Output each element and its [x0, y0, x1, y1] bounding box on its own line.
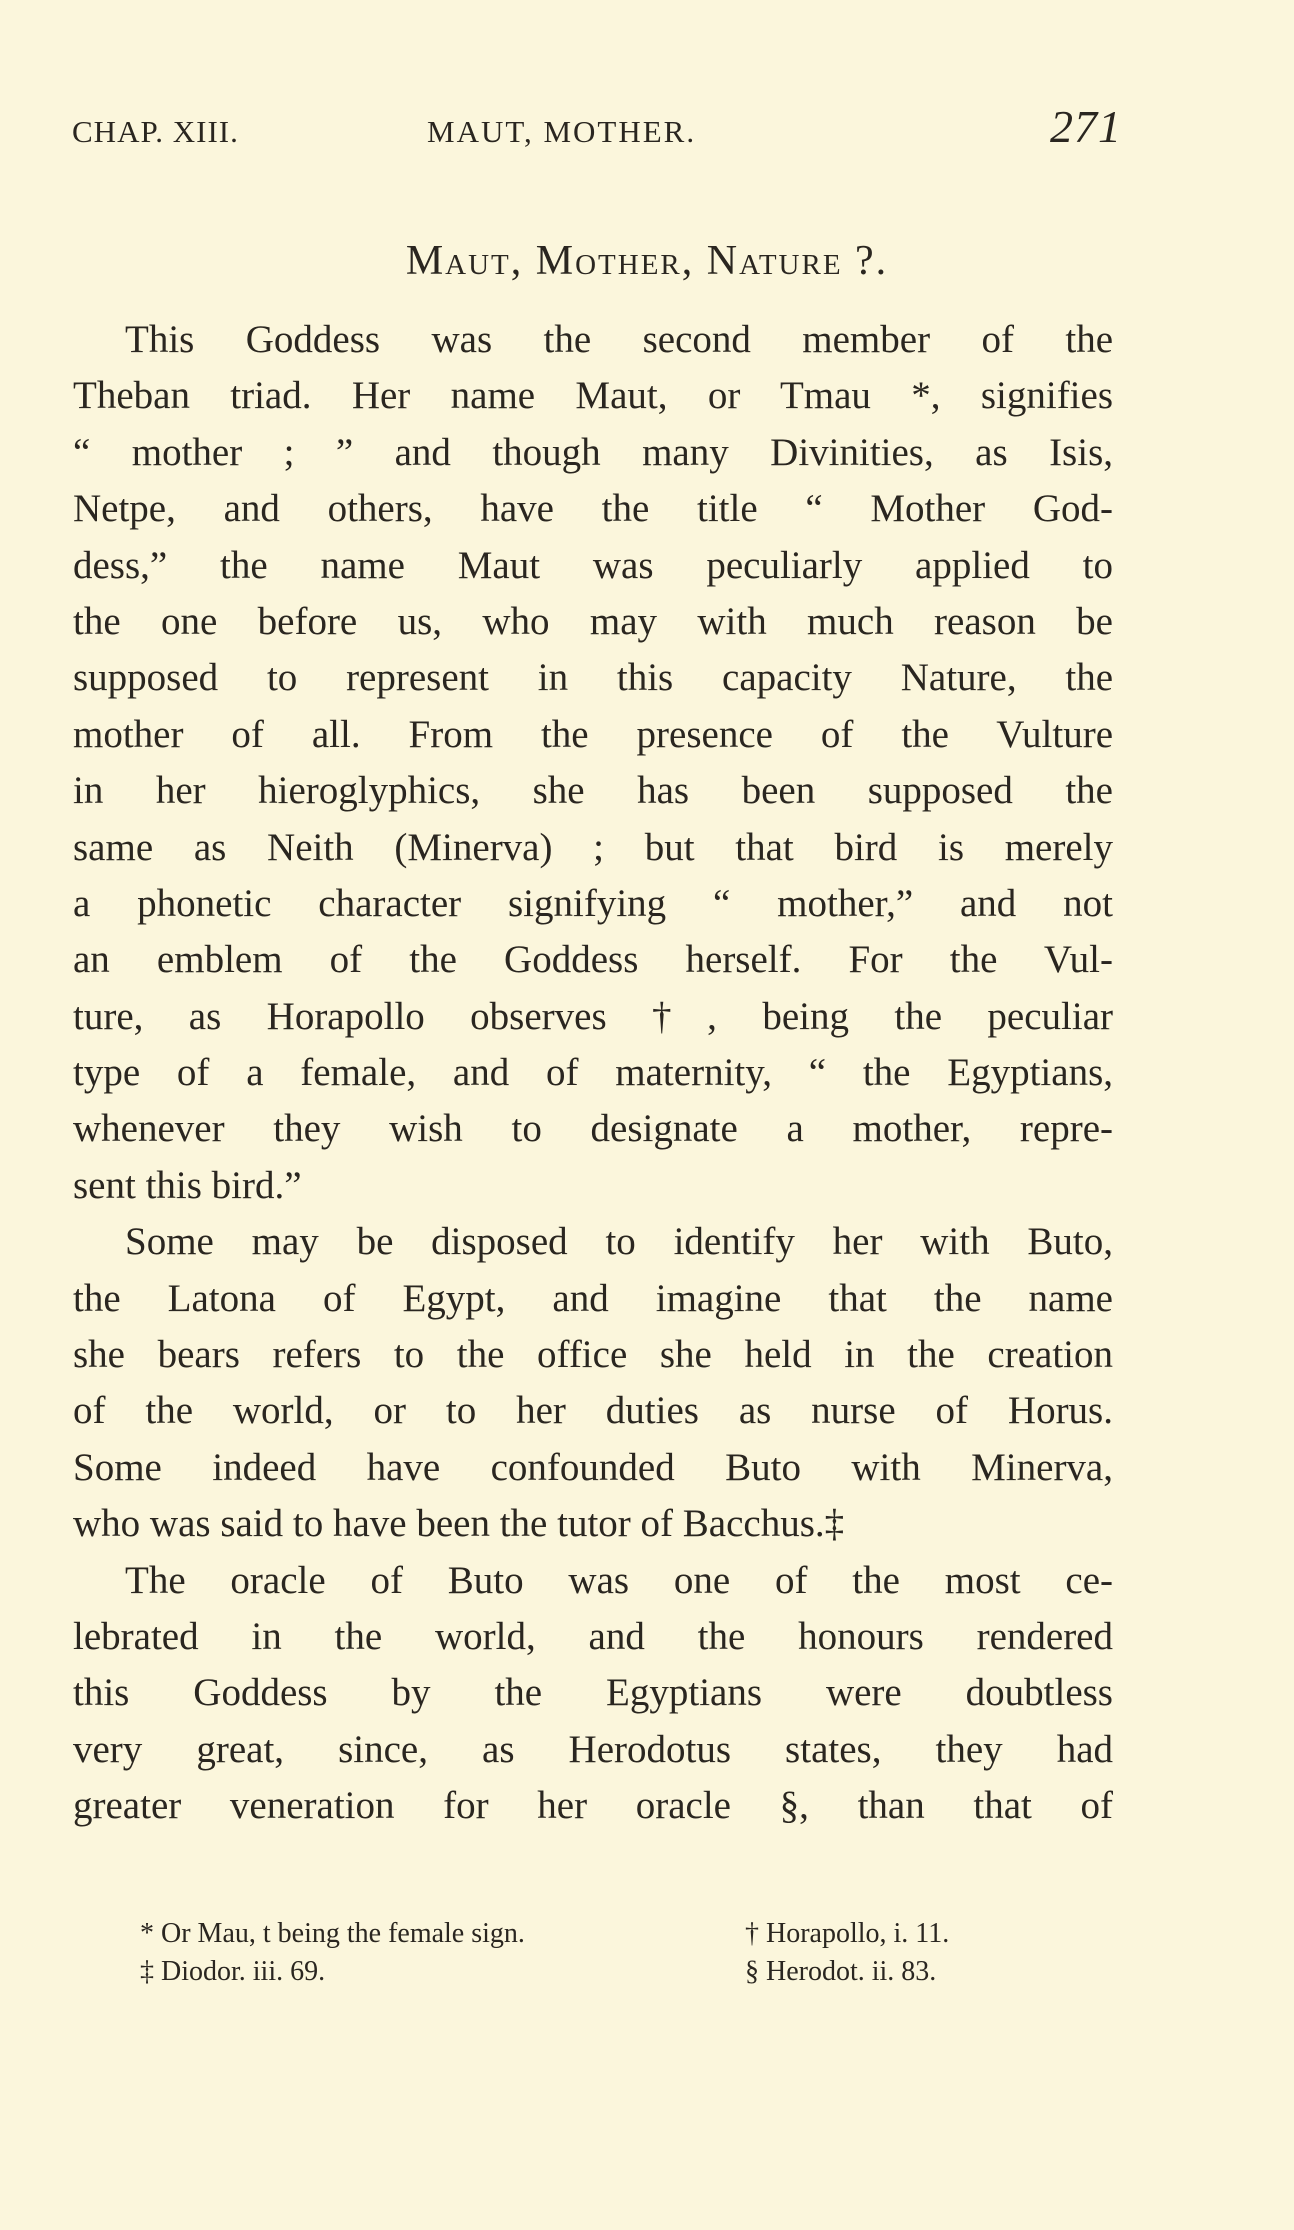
section-title: Maut, Mother, Nature ?. — [405, 238, 889, 284]
text-line: whenever they wish to designate a mother, repre- — [73, 1107, 1113, 1151]
text-line: this Goddess by the Egyptians were doubtless — [73, 1671, 1113, 1715]
text-line: the one before us, who may with much reason be — [73, 599, 1113, 643]
footnote: § Herodot. ii. 83. — [745, 1956, 937, 1987]
text-line: a phonetic character signifying “ mother,” and not — [73, 881, 1113, 925]
text-line: an emblem of the Goddess herself. For the Vul- — [73, 938, 1113, 982]
text-line: sent this bird.” — [73, 1163, 302, 1207]
text-line: of the world, or to her duties as nurse of Horus. — [73, 1389, 1113, 1433]
text-line: Netpe, and others, have the title “ Mother God- — [73, 487, 1113, 531]
text-line: “ mother ; ” and though many Divinities, as Isis, — [73, 430, 1113, 474]
chapter-label: CHAP. XIII. — [72, 114, 239, 149]
text-line: greater veneration for her oracle §, than that of — [73, 1784, 1113, 1828]
text-line: Theban triad. Her name Maut, or Tmau *, signifies — [73, 374, 1113, 418]
footnote: ‡ Diodor. iii. 69. — [140, 1956, 326, 1987]
text-line: the Latona of Egypt, and imagine that the name — [73, 1276, 1113, 1320]
text-line: lebrated in the world, and the honours rendered — [73, 1614, 1113, 1658]
text-line: ture, as Horapollo observes †, being the peculiar — [73, 994, 1113, 1038]
footnote: † Horapollo, i. 11. — [745, 1918, 950, 1949]
running-head — [72, 100, 1122, 150]
text-line: type of a female, and of maternity, “ the Egyptians, — [73, 1051, 1113, 1095]
text-line: Some indeed have confounded Buto with Minerva, — [73, 1445, 1113, 1489]
text-line: dess,” the name Maut was peculiarly applied to — [73, 543, 1113, 587]
text-line: she bears refers to the office she held in the creation — [73, 1333, 1113, 1377]
text-line: very great, since, as Herodotus states, they had — [73, 1727, 1113, 1771]
text-line: This Goddess was the second member of the — [125, 318, 1113, 361]
text-line: Some may be disposed to identify her with Buto, — [125, 1220, 1113, 1264]
text-line: same as Neith (Minerva) ; but that bird is merely — [73, 825, 1113, 869]
page-number: 271 — [1050, 101, 1122, 152]
running-title: MAUT, MOTHER. — [427, 114, 697, 149]
text-line: mother of all. From the presence of the Vulture — [73, 712, 1113, 756]
text-line: in her hieroglyphics, she has been supposed the — [73, 769, 1113, 813]
footnote: * Or Mau, t being the female sign. — [140, 1918, 525, 1949]
body-text — [73, 312, 1113, 1835]
text-line: who was said to have been the tutor of Bacchus.‡ — [73, 1502, 845, 1546]
text-line: The oracle of Buto was one of the most ce- — [125, 1558, 1113, 1602]
text-line: supposed to represent in this capacity Nature, the — [73, 656, 1113, 700]
